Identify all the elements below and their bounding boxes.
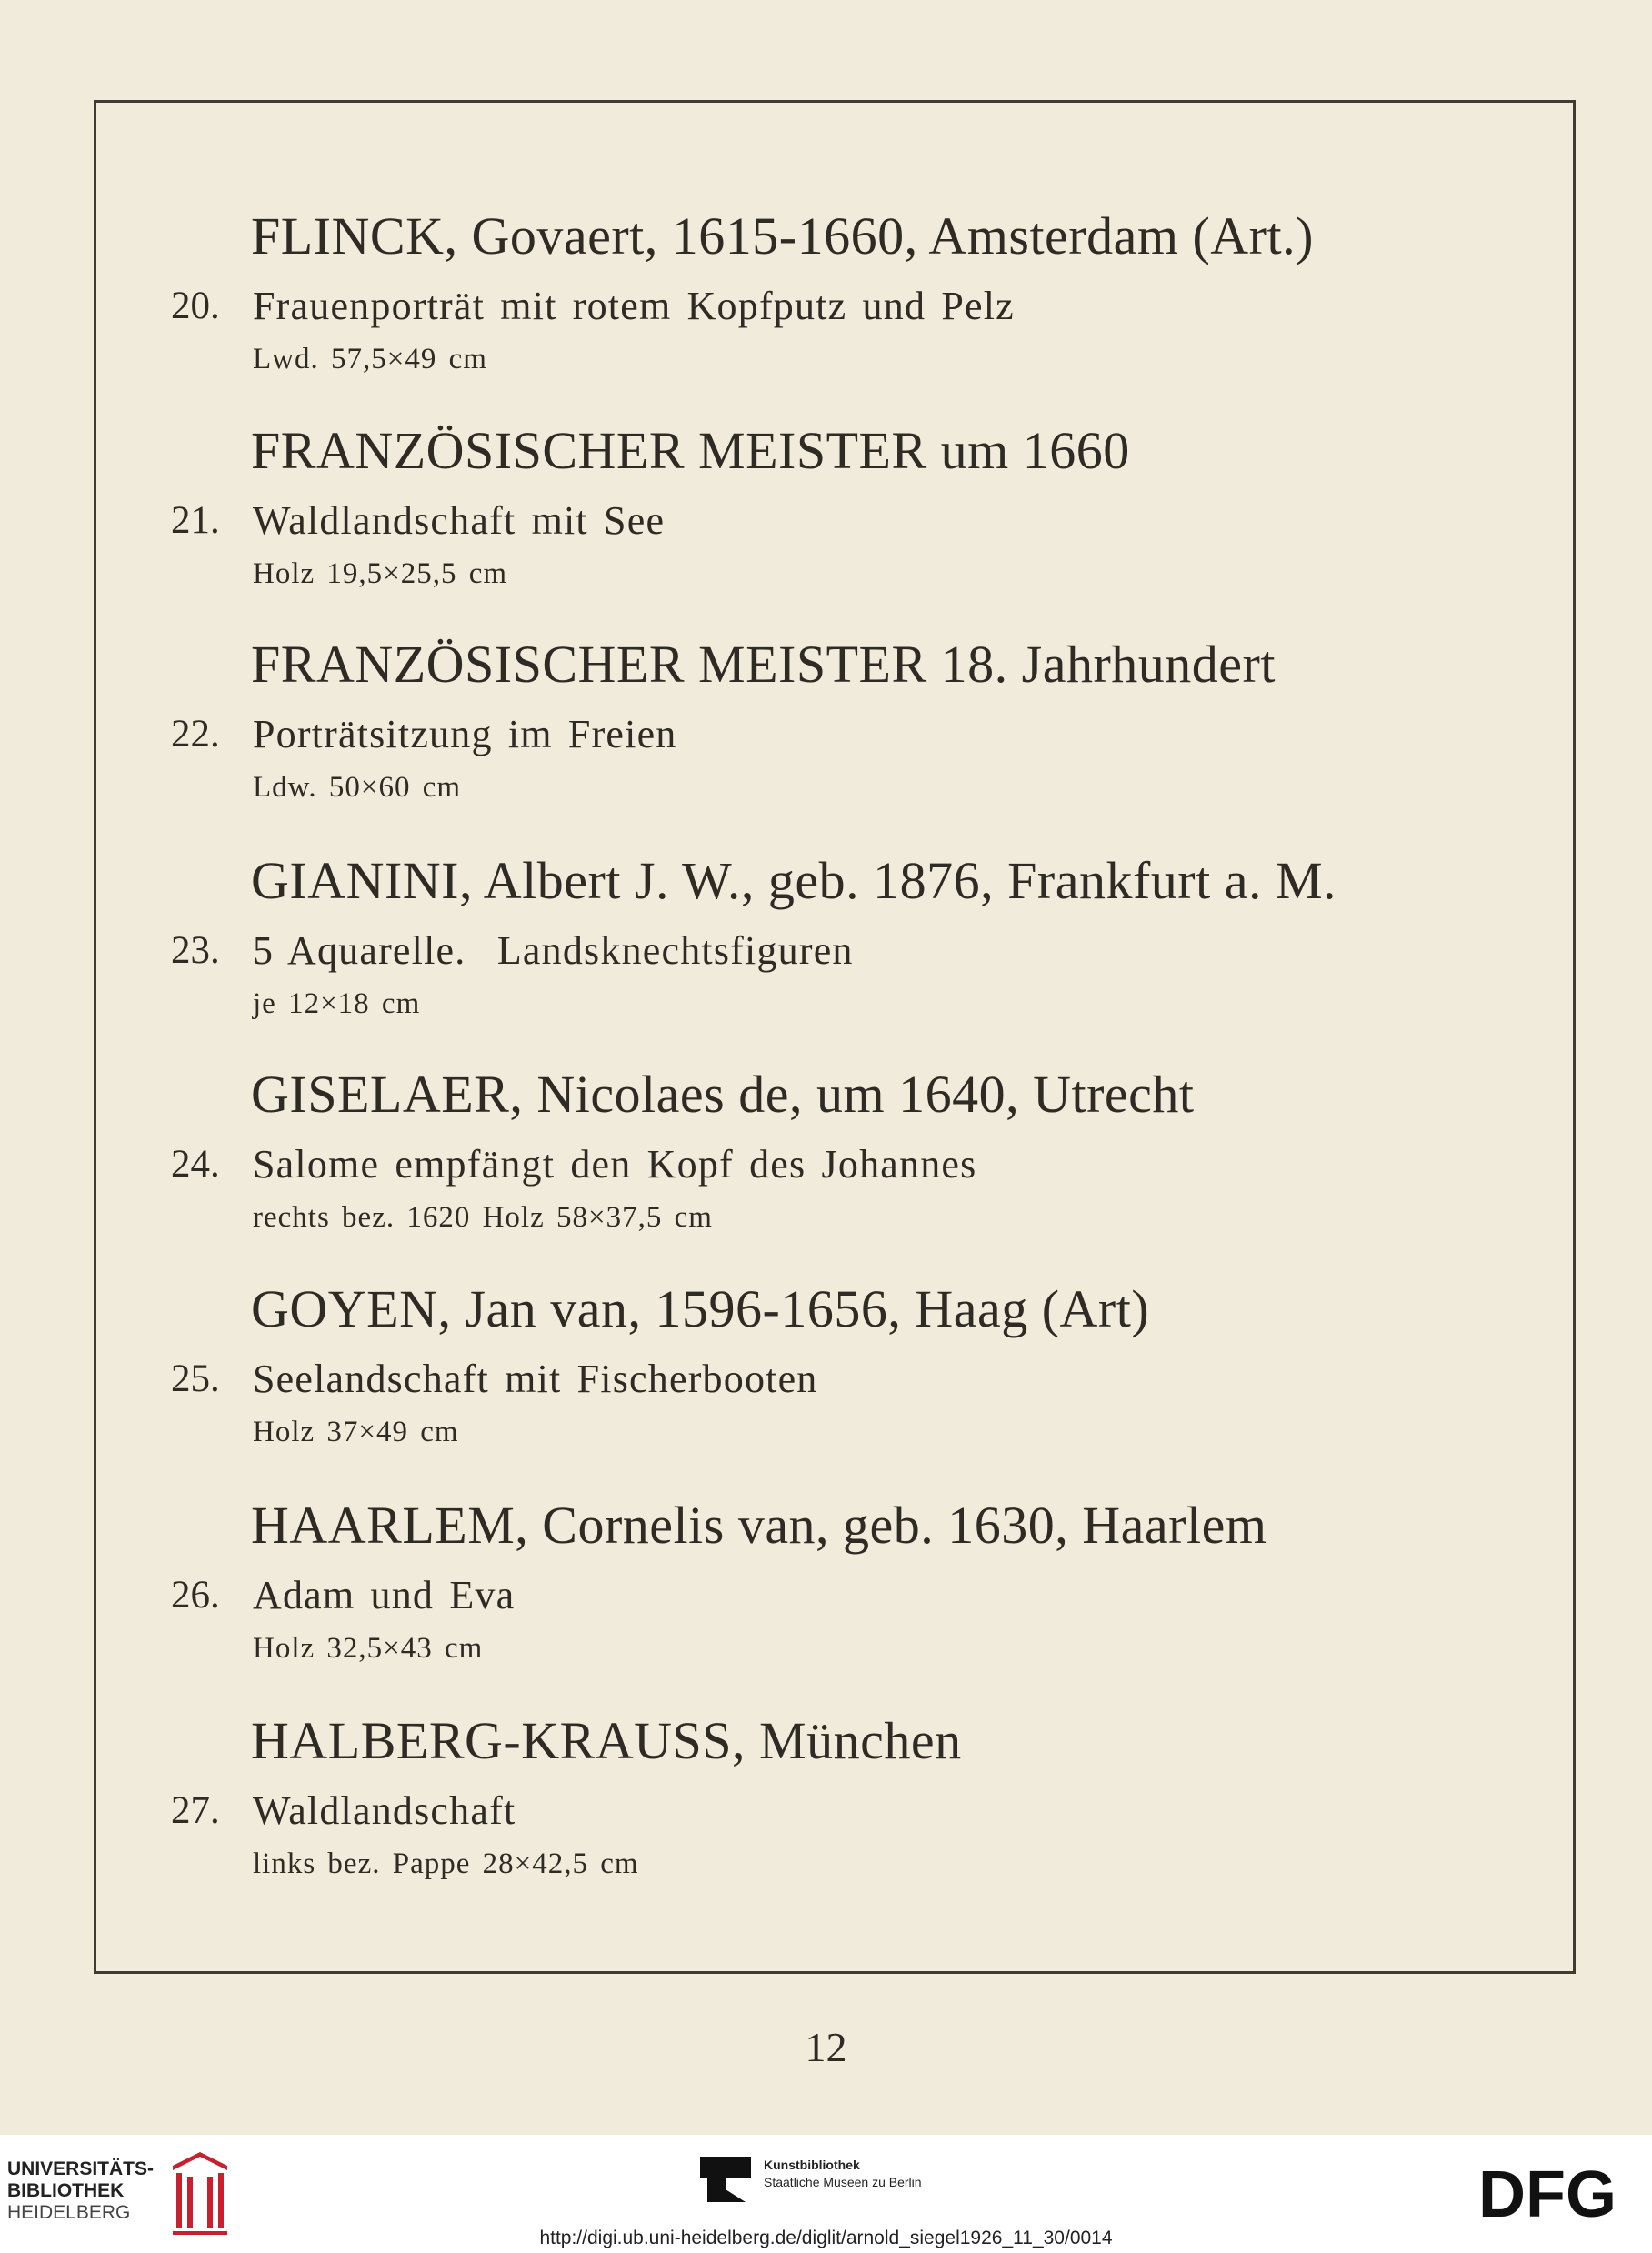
lot-number: 25. xyxy=(171,1357,220,1400)
lot-number: 24. xyxy=(171,1143,220,1186)
artist-heading: GIANINI, Albert J. W., geb. 1876, Frankfurt a. M. xyxy=(251,851,1337,910)
page-number: 12 xyxy=(805,2024,847,2070)
library-name-line: UNIVERSITÄTS- xyxy=(7,2158,155,2179)
work-title: Salome empfängt den Kopf des Johannes xyxy=(253,1142,977,1187)
kb-subtitle: Staatliche Museen zu Berlin xyxy=(764,2175,922,2189)
artist-heading: FRANZÖSISCHER MEISTER um 1660 xyxy=(251,421,1130,480)
kb-title: Kunstbibliothek xyxy=(764,2158,860,2172)
work-details: Holz 37×49 cm xyxy=(253,1416,459,1448)
work-details: rechts bez. 1620 Holz 58×37,5 cm xyxy=(253,1201,713,1234)
artist-heading: HALBERG-KRAUSS, München xyxy=(251,1711,962,1770)
kunstbibliothek-logo xyxy=(700,2153,973,2217)
lot-number: 21. xyxy=(171,499,220,542)
lot-number: 20. xyxy=(171,285,220,327)
work-details: Holz 32,5×43 cm xyxy=(253,1632,484,1665)
ub-heidelberg-logo-text xyxy=(7,2158,154,2224)
artist-heading: GOYEN, Jan van, 1596-1656, Haag (Art) xyxy=(251,1279,1150,1338)
dfg-logo-text: DFG xyxy=(1478,2162,1617,2226)
artist-heading: FRANZÖSISCHER MEISTER 18. Jahrhundert xyxy=(251,635,1276,694)
work-details: Lwd. 57,5×49 cm xyxy=(253,343,487,376)
work-title: Adam und Eva xyxy=(253,1573,516,1617)
work-title: Frauenporträt mit rotem Kopfputz und Pelz xyxy=(253,284,1015,328)
lot-number: 26. xyxy=(171,1574,220,1617)
artist-heading: FLINCK, Govaert, 1615-1660, Amsterdam (Art.) xyxy=(251,206,1314,265)
ub-heidelberg-logo-icon xyxy=(164,2148,236,2238)
work-title: Waldlandschaft xyxy=(253,1788,516,1833)
artist-heading: HAARLEM, Cornelis van, geb. 1630, Haarlem xyxy=(251,1496,1267,1555)
lot-number: 27. xyxy=(171,1789,220,1832)
work-details: links bez. Pappe 28×42,5 cm xyxy=(253,1847,639,1880)
library-name-line: HEIDELBERG xyxy=(7,2202,131,2223)
work-details: je 12×18 cm xyxy=(253,987,421,1020)
work-details: Holz 19,5×25,5 cm xyxy=(253,557,508,590)
work-title: Waldlandschaft mit See xyxy=(253,498,666,543)
work-title: Seelandschaft mit Fischerbooten xyxy=(253,1357,818,1401)
work-title: Porträtsitzung im Freien xyxy=(253,712,677,756)
library-name-line: BIBLIOTHEK xyxy=(7,2180,125,2201)
work-title: 5 Aquarelle. Landsknechtsfiguren xyxy=(253,928,854,973)
dfg-logo xyxy=(1466,2162,1629,2226)
page-frame xyxy=(94,100,1576,1974)
artist-heading: GISELAER, Nicolaes de, um 1640, Utrecht xyxy=(251,1065,1195,1124)
work-details: Ldw. 50×60 cm xyxy=(253,771,462,804)
lot-number: 23. xyxy=(171,929,220,972)
source-url[interactable]: http://digi.ub.uni-heidelberg.de/diglit/arnold_siegel1926_11_30/0014 xyxy=(539,2228,1113,2248)
kunstbibliothek-icon xyxy=(700,2157,751,2211)
lot-number: 22. xyxy=(171,713,220,756)
